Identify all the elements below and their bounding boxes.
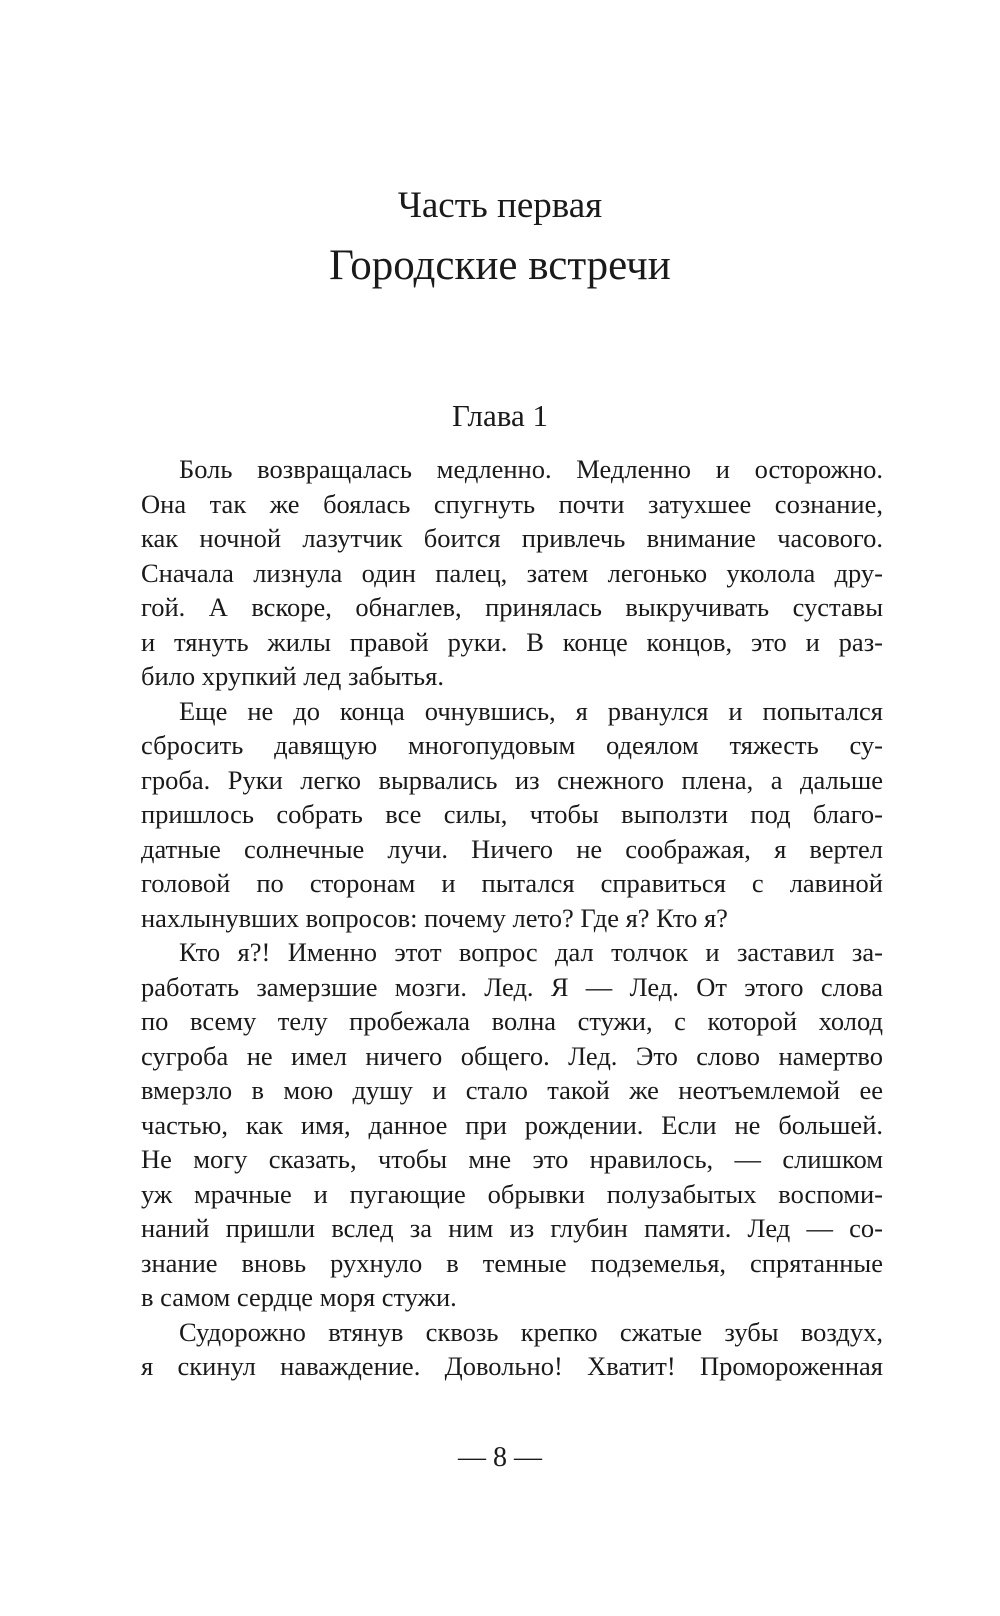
text-line: я скинул наваждение. Довольно! Хватит! Промороженная — [141, 1351, 883, 1381]
text-line: гой. А вскоре, обнаглев, принялась выкручивать суставы — [141, 592, 883, 622]
text-line: и тянуть жилы правой руки. В конце концов, это и раз- — [141, 626, 883, 657]
text-line: Еще не до конца очнувшись, я рванулся и попытался — [179, 695, 883, 726]
text-line: Кто я?! Именно этот вопрос дал толчок и заставил за- — [179, 937, 883, 967]
text-line: по всему телу пробежала волна стужи, с которой холод — [141, 1006, 883, 1036]
part-label: Часть первая — [397, 185, 603, 226]
text-line: нахлынувших вопросов: почему лето? Где я? Кто я? — [141, 902, 728, 933]
text-line: било хрупкий лед забытья. — [141, 661, 444, 691]
text-line: Она так же боялась спугнуть почти затухшее сознание, — [141, 488, 883, 519]
text-line: Боль возвращалась медленно. Медленно и осторожно. — [179, 454, 883, 484]
text-line: в самом сердце моря стужи. — [141, 1282, 457, 1312]
text-line: наний пришли вслед за ним из глубин памяти. Лед — со- — [141, 1213, 883, 1243]
text-line: сбросить давящую многопудовым одеялом тяжесть су- — [141, 730, 883, 760]
text-line: Не могу сказать, чтобы мне это нравилось, — слишком — [141, 1144, 883, 1174]
text-line: датные солнечные лучи. Ничего не соображая, я вертел — [141, 833, 883, 864]
text-line: Судорожно втянув сквозь крепко сжатые зубы воздух, — [179, 1316, 883, 1347]
text-line: сугроба не имел ничего общего. Лед. Это слово намертво — [141, 1040, 883, 1071]
text-line: как ночной лазутчик боится привлечь внимание часового. — [141, 523, 883, 553]
text-line: знание вновь рухнуло в темные подземелья, спрятанные — [141, 1247, 883, 1278]
page-number: — 8 — — [458, 1442, 542, 1473]
text-line: уж мрачные и пугающие обрывки полузабытых воспоми- — [141, 1178, 883, 1209]
chapter-heading: Глава 1 — [451, 398, 549, 433]
text-line: частью, как имя, данное при рождении. Если не большей. — [141, 1109, 883, 1140]
text-line: вмерзло в мою душу и стало такой же неотъемлемой ее — [141, 1075, 883, 1105]
body-text — [141, 452, 883, 1384]
text-line: гроба. Руки легко вырвались из снежного плена, а дальше — [141, 764, 883, 795]
text-line: пришлось собрать все силы, чтобы выползти под благо- — [141, 799, 883, 829]
text-line: работать замерзшие мозги. Лед. Я — Лед. От этого слова — [141, 971, 883, 1002]
text-line: Сначала лизнула один палец, затем легонько уколола дру- — [141, 557, 883, 588]
text-line: головой по сторонам и пытался справиться с лавиной — [141, 868, 883, 898]
part-title: Городские встречи — [329, 242, 671, 289]
